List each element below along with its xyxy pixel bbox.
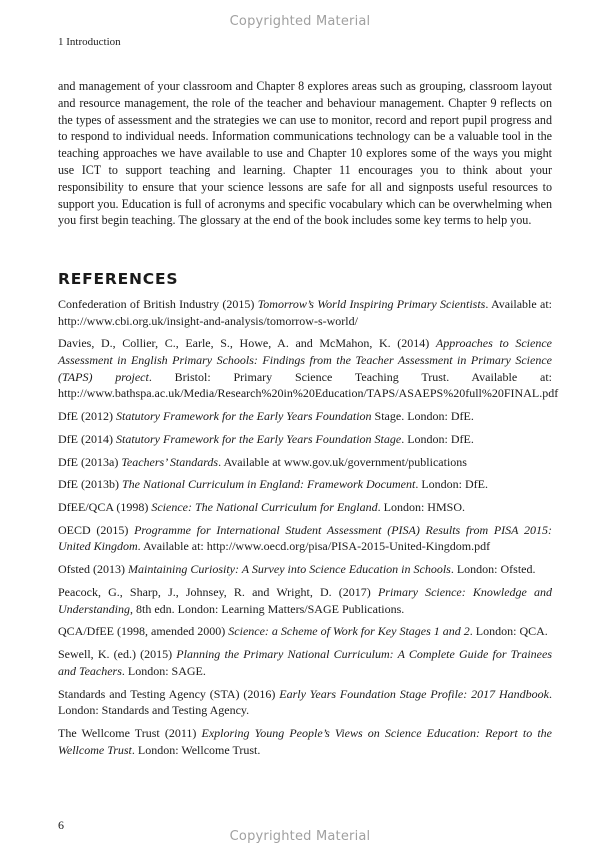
intro-paragraph: and management of your classroom and Chapter 8 explores areas such as grouping, classroom layout and resource management, the role of the teacher and behaviour management. Chapter 9 reflects on the types of assessment and the strategies we can use to monitor, record and report pupil progress and to respond to individual needs. Information communications technology can be a valuable tool in the teaching approaches we have available to use and Chapter 10 explores some of the ways you might use ICT to support teaching and learning. Chapter 11 encourages you to think about your responsibility to ensure that your science lessons are safe for all and signposts useful resources to support you. Education is full of acronyms and specific vocabulary which can be overwhelming when you first begin teaching. The glossary at the end of the book includes some key terms to help you. bbox=[58, 79, 552, 228]
reference-item: Davies, D., Collier, C., Earle, S., Howe, A. and McMahon, K. (2014) Approaches to Science Assessment in English Primary Schools: Findings from the Teacher Assessment in Primary Science (TAPS) project. Bristol: Primary Science Teaching Trust. Available at: http://www.bathspa.ac.uk/Media/Research%20in%20Education/TAPS/ASAEPS%20full%20FINAL.pdf bbox=[58, 336, 559, 401]
reference-item: Sewell, K. (ed.) (2015) Planning the Primary National Curriculum: A Complete Guide for Trainees and Teachers. London: SAGE. bbox=[58, 647, 552, 678]
reference-item: DfE (2013b) The National Curriculum in England: Framework Document. London: DfE. bbox=[58, 477, 488, 492]
reference-item: QCA/DfEE (1998, amended 2000) Science: a Scheme of Work for Key Stages 1 and 2. London: QCA. bbox=[58, 624, 548, 639]
reference-item: Standards and Testing Agency (STA) (2016) Early Years Foundation Stage Profile: 2017 Handbook. London: Standards and Testing Agency. bbox=[58, 686, 552, 718]
reference-item: Confederation of British Industry (2015) Tomorrow’s World Inspiring Primary Scientists. Available at: http://www.cbi.org.uk/insight-and-analysis/tomorrow-s-world/ bbox=[58, 297, 552, 328]
reference-item: OECD (2015) Programme for International Student Assessment (PISA) Results from PISA 2015: United Kingdom. Available at: http://www.oecd.org/pisa/PISA-2015-United-Kingdom.pdf bbox=[58, 522, 552, 554]
reference-item: The Wellcome Trust (2011) Exploring Young People’s Views on Science Education: Report to the Wellcome Trust. London: Wellcome Trust. bbox=[58, 725, 552, 757]
reference-item: DfE (2014) Statutory Framework for the Early Years Foundation Stage. London: DfE. bbox=[58, 431, 474, 446]
references-heading: REFERENCES bbox=[58, 270, 179, 288]
page-number: 6 bbox=[58, 818, 64, 832]
reference-item: DfE (2012) Statutory Framework for the Early Years Foundation Stage. London: DfE. bbox=[58, 408, 474, 423]
watermark-bottom: Copyrighted Material bbox=[229, 829, 371, 844]
running-head: 1 Introduction bbox=[58, 36, 121, 48]
references-list bbox=[58, 296, 559, 764]
reference-item: Ofsted (2013) Maintaining Curiosity: A Survey into Science Education in Schools. London: Ofsted. bbox=[58, 562, 536, 577]
reference-item: Peacock, G., Sharp, J., Johnsey, R. and Wright, D. (2017) Primary Science: Knowledge and Understanding, 8th edn. London: Learning Matters/SAGE Publications. bbox=[58, 585, 552, 616]
reference-item: DfE (2013a) Teachers’ Standards. Available at www.gov.uk/government/publications bbox=[58, 454, 467, 469]
watermark-top: Copyrighted Material bbox=[229, 14, 371, 29]
reference-item: DfEE/QCA (1998) Science: The National Curriculum for England. London: HMSO. bbox=[58, 500, 465, 515]
